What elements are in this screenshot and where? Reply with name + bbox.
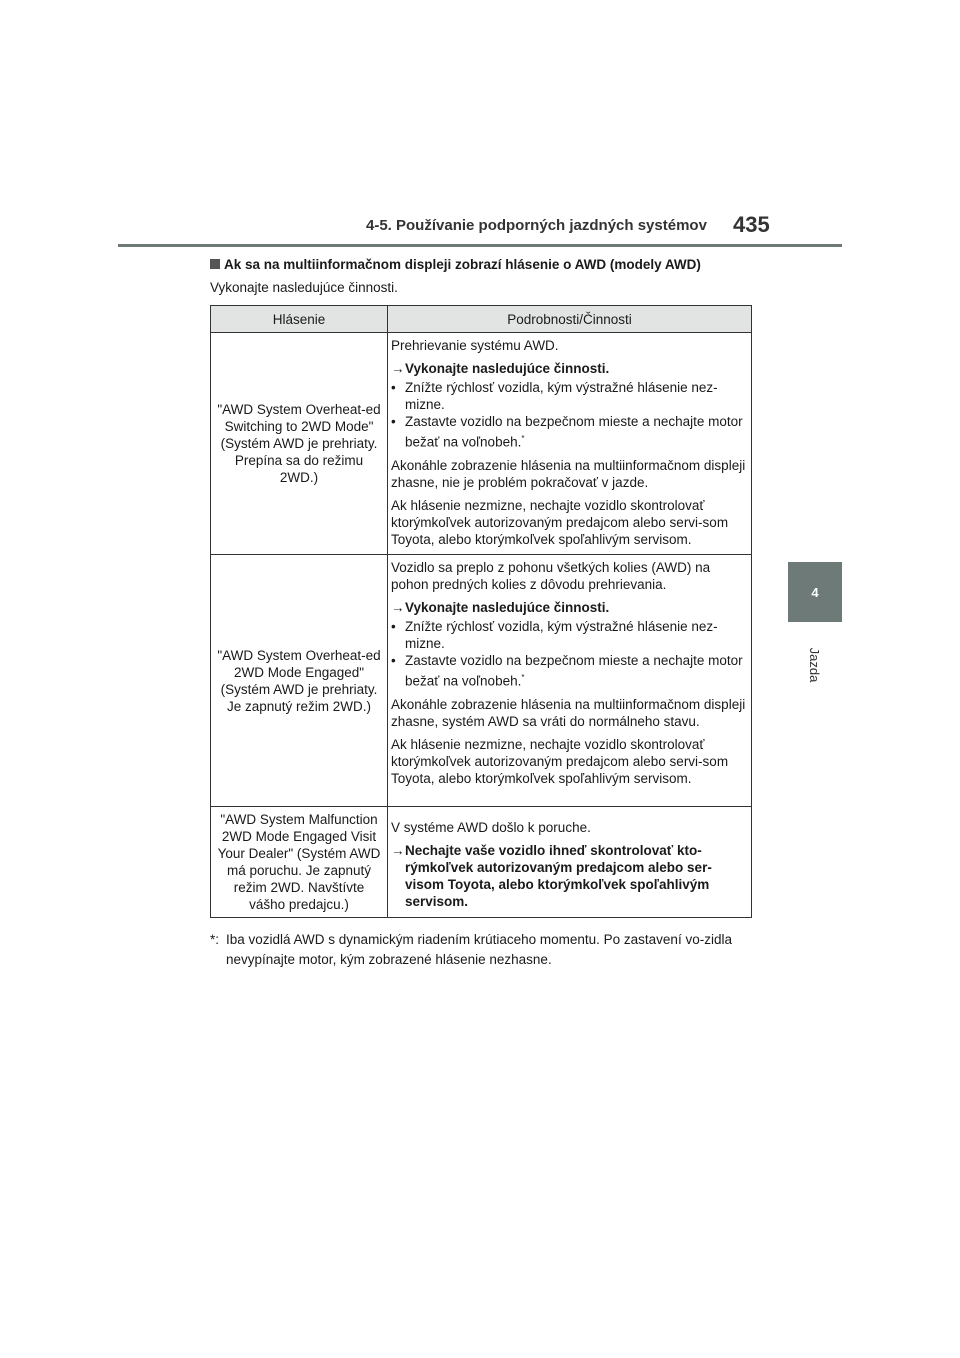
list-item bbox=[391, 379, 748, 413]
message-cell: "AWD System Malfunction 2WD Mode Engaged Visit Your Dealer" (Systém AWD má poruchu. Je zapnutý režim 2WD. Navštívte vášho predajcu.) bbox=[211, 807, 388, 918]
message-cell: "AWD System Overheat-ed Switching to 2WD Mode" (Systém AWD je prehriaty. Prepína sa do režimu 2WD.) bbox=[211, 333, 388, 555]
action-label: Nechajte vaše vozidlo ihneď skontrolovať kto-rýmkoľvek autorizovaným predajcom alebo ser-visom Toyota, alebo ktorýmkoľvek spoľahlivým servisom. bbox=[405, 843, 712, 909]
footnote-ref: * bbox=[521, 434, 525, 443]
footnote bbox=[210, 930, 755, 970]
section-heading-text: Ak sa na multiinformačnom displeji zobrazí hlásenie o AWD (modely AWD) bbox=[224, 257, 701, 272]
note-text: Akonáhle zobrazenie hlásenia na multiinformačnom displeji zhasne, nie je problém pokračovať v jazde. bbox=[391, 457, 746, 490]
arrow-icon: → bbox=[391, 843, 405, 858]
detail-cell bbox=[388, 807, 752, 918]
action-text bbox=[391, 599, 748, 616]
header-rule bbox=[118, 244, 842, 247]
footnote-ref: * bbox=[521, 673, 525, 682]
footnote-marker: *: bbox=[210, 932, 220, 947]
arrow-icon: → bbox=[391, 600, 405, 615]
awd-messages-table bbox=[210, 305, 752, 918]
action-label: Vykonajte nasledujúce činnosti. bbox=[405, 600, 610, 615]
square-bullet-icon bbox=[210, 259, 220, 269]
awd-message-section bbox=[210, 256, 755, 918]
detail-cell bbox=[388, 555, 752, 807]
footnote-text: Iba vozidlá AWD s dynamickým riadením krútiaceho momentu. Po zastavení vo-zidla nevypínajte motor, kým zobrazené hlásenie nezhasne. bbox=[226, 932, 732, 967]
table-header-row bbox=[211, 306, 752, 333]
note-text: Akonáhle zobrazenie hlásenia na multiinformačnom displeji zhasne, systém AWD sa vráti do normálneho stavu. bbox=[391, 696, 746, 729]
action-label: Vykonajte nasledujúce činnosti. bbox=[405, 361, 610, 376]
step-text: Znížte rýchlosť vozidla, kým výstražné hlásenie nez-mizne. bbox=[405, 619, 718, 651]
chapter-tab: 4 bbox=[788, 562, 842, 622]
step-text: Znížte rýchlosť vozidla, kým výstražné hlásenie nez-mizne. bbox=[405, 380, 718, 412]
detail-intro: V systéme AWD došlo k poruche. bbox=[391, 820, 591, 835]
step-list bbox=[391, 379, 748, 451]
list-item bbox=[391, 618, 748, 652]
table-row bbox=[211, 807, 752, 918]
bullet-icon: • bbox=[391, 380, 396, 395]
step-list bbox=[391, 618, 748, 690]
step-text: Zastavte vozidlo na bezpečnom mieste a nechajte motor bežať na voľnobeh. bbox=[405, 653, 743, 689]
table-row bbox=[211, 555, 752, 807]
section-heading bbox=[210, 256, 755, 274]
column-header-message: Hlásenie bbox=[211, 306, 388, 333]
detail-intro: Vozidlo sa preplo z pohonu všetkých kolies (AWD) na pohon predných kolies z dôvodu prehrievania. bbox=[391, 560, 711, 592]
table-row bbox=[211, 333, 752, 555]
action-text bbox=[391, 842, 748, 910]
section-intro: Vykonajte nasledujúce činnosti. bbox=[210, 280, 398, 295]
page-number: 435 bbox=[733, 212, 770, 237]
list-item bbox=[391, 652, 748, 690]
arrow-icon: → bbox=[391, 361, 405, 376]
action-text bbox=[391, 360, 748, 377]
header-section-title: 4-5. Používanie podporných jazdných systémov bbox=[366, 217, 707, 234]
chapter-label: Jazda bbox=[807, 647, 823, 683]
note-text: Ak hlásenie nezmizne, nechajte vozidlo skontrolovať ktorýmkoľvek autorizovaným predajcom alebo servi-som Toyota, alebo ktorýmkoľvek spoľahlivým servisom. bbox=[391, 736, 729, 786]
bullet-icon: • bbox=[391, 414, 396, 429]
column-header-details: Podrobnosti/Činnosti bbox=[388, 306, 752, 333]
detail-cell bbox=[388, 333, 752, 555]
message-cell: "AWD System Overheat-ed 2WD Mode Engaged" (Systém AWD je prehriaty. Je zapnutý režim 2WD.) bbox=[211, 555, 388, 807]
bullet-icon: • bbox=[391, 619, 396, 634]
detail-intro: Prehrievanie systému AWD. bbox=[391, 338, 559, 353]
list-item bbox=[391, 413, 748, 451]
step-text: Zastavte vozidlo na bezpečnom mieste a nechajte motor bežať na voľnobeh. bbox=[405, 414, 743, 450]
note-text: Ak hlásenie nezmizne, nechajte vozidlo skontrolovať ktorýmkoľvek autorizovaným predajcom alebo servi-som Toyota, alebo ktorýmkoľvek spoľahlivým servisom. bbox=[391, 497, 729, 547]
bullet-icon: • bbox=[391, 653, 396, 668]
